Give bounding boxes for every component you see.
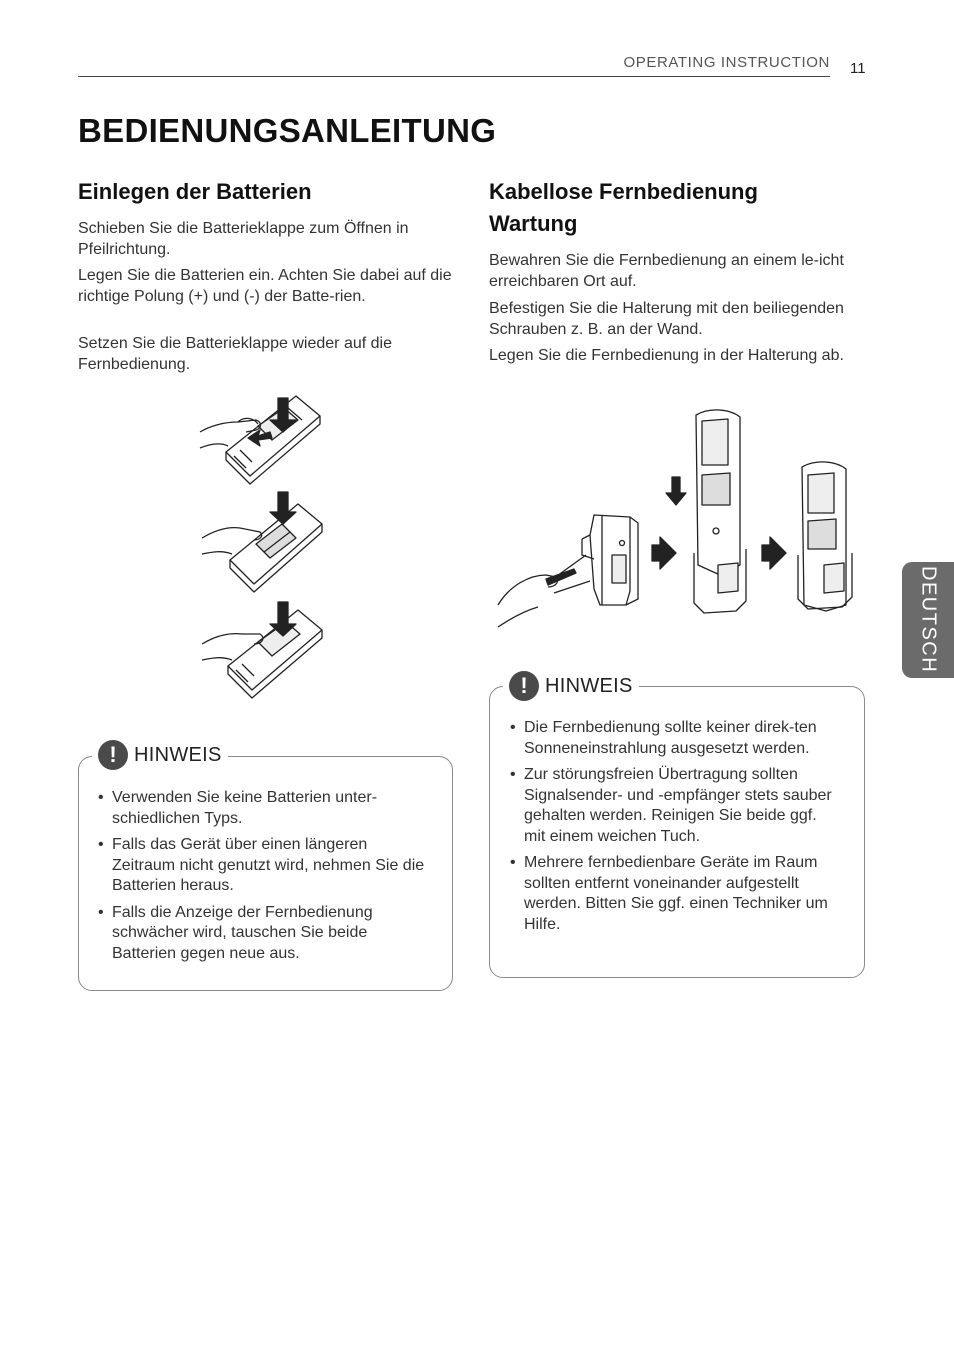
step-1-open-cover bbox=[200, 396, 320, 484]
note-header bbox=[503, 671, 639, 701]
list-item: • Zur störungsfreien Übertragung sollten Signalsender- und -empfänger stets sauber gehalten werden. Reinigen Sie beide ggf. mit einem weichen Tuch. bbox=[510, 765, 842, 847]
remote-in-holder bbox=[798, 462, 852, 611]
exclamation-icon: ! bbox=[98, 740, 128, 770]
arrow-right-icon bbox=[762, 537, 786, 569]
note-list-maintenance bbox=[510, 718, 842, 941]
list-item: • Die Fernbedienung sollte keiner direk-ten Sonneneinstrahlung ausgesetzt werden. bbox=[510, 718, 842, 759]
remote-inserting bbox=[666, 410, 746, 613]
wall-holder-mounting bbox=[498, 515, 638, 627]
language-tab-label: DEUTSCH bbox=[917, 566, 940, 674]
arrow-right-icon bbox=[652, 537, 676, 569]
paragraph: Schieben Sie die Batterieklappe zum Öffnen in Pfeilrichtung. bbox=[78, 220, 409, 258]
list-item: • Verwenden Sie keine Batterien unter-schiedlichen Typs. bbox=[98, 788, 428, 829]
note-header bbox=[92, 740, 228, 770]
step-2-insert-batteries bbox=[202, 492, 322, 592]
list-item: • Mehrere fernbedienbare Geräte im Raum sollten entfernt voneinander aufgestellt werden. Bitten Sie ggf. einen Techniker um Hilfe. bbox=[510, 853, 842, 935]
paragraph: Bewahren Sie die Fernbedienung an einem le-icht erreichbaren Ort auf. bbox=[489, 252, 844, 290]
exclamation-icon: ! bbox=[509, 671, 539, 701]
note-list-batteries bbox=[98, 788, 428, 970]
page-number: 11 bbox=[850, 60, 866, 77]
running-header: OPERATING INSTRUCTION bbox=[623, 54, 830, 71]
note-title: HINWEIS bbox=[134, 743, 222, 766]
paragraph: Legen Sie die Batterien ein. Achten Sie dabei auf die richtige Polung (+) und (-) der Batte-rien. bbox=[78, 267, 452, 305]
step-3-close-cover bbox=[202, 602, 322, 698]
section-heading-batteries: Einlegen der Batterien bbox=[78, 179, 312, 204]
battery-insertion-illustration bbox=[198, 386, 334, 704]
header-rule bbox=[78, 76, 830, 77]
section-heading-maintenance: Kabellose Fernbedienung Wartung bbox=[489, 179, 758, 236]
remote-holder-illustration bbox=[490, 405, 860, 637]
page-title: BEDIENUNGSANLEITUNG bbox=[78, 112, 497, 149]
paragraph: Legen Sie die Fernbedienung in der Halterung ab. bbox=[489, 347, 844, 364]
language-tab[interactable] bbox=[902, 562, 954, 678]
paragraph: Befestigen Sie die Halterung mit den beiliegenden Schrauben z. B. an der Wand. bbox=[489, 300, 844, 338]
list-item: • Falls das Gerät über einen längeren Zeitraum nicht genutzt wird, nehmen Sie die Batterien heraus. bbox=[98, 835, 428, 897]
list-item: • Falls die Anzeige der Fernbedienung schwächer wird, tauschen Sie beide Batterien gegen neue aus. bbox=[98, 903, 428, 965]
paragraph: Setzen Sie die Batterieklappe wieder auf die Fernbedienung. bbox=[78, 335, 392, 373]
note-title: HINWEIS bbox=[545, 674, 633, 697]
arrow-down-icon bbox=[666, 477, 686, 505]
